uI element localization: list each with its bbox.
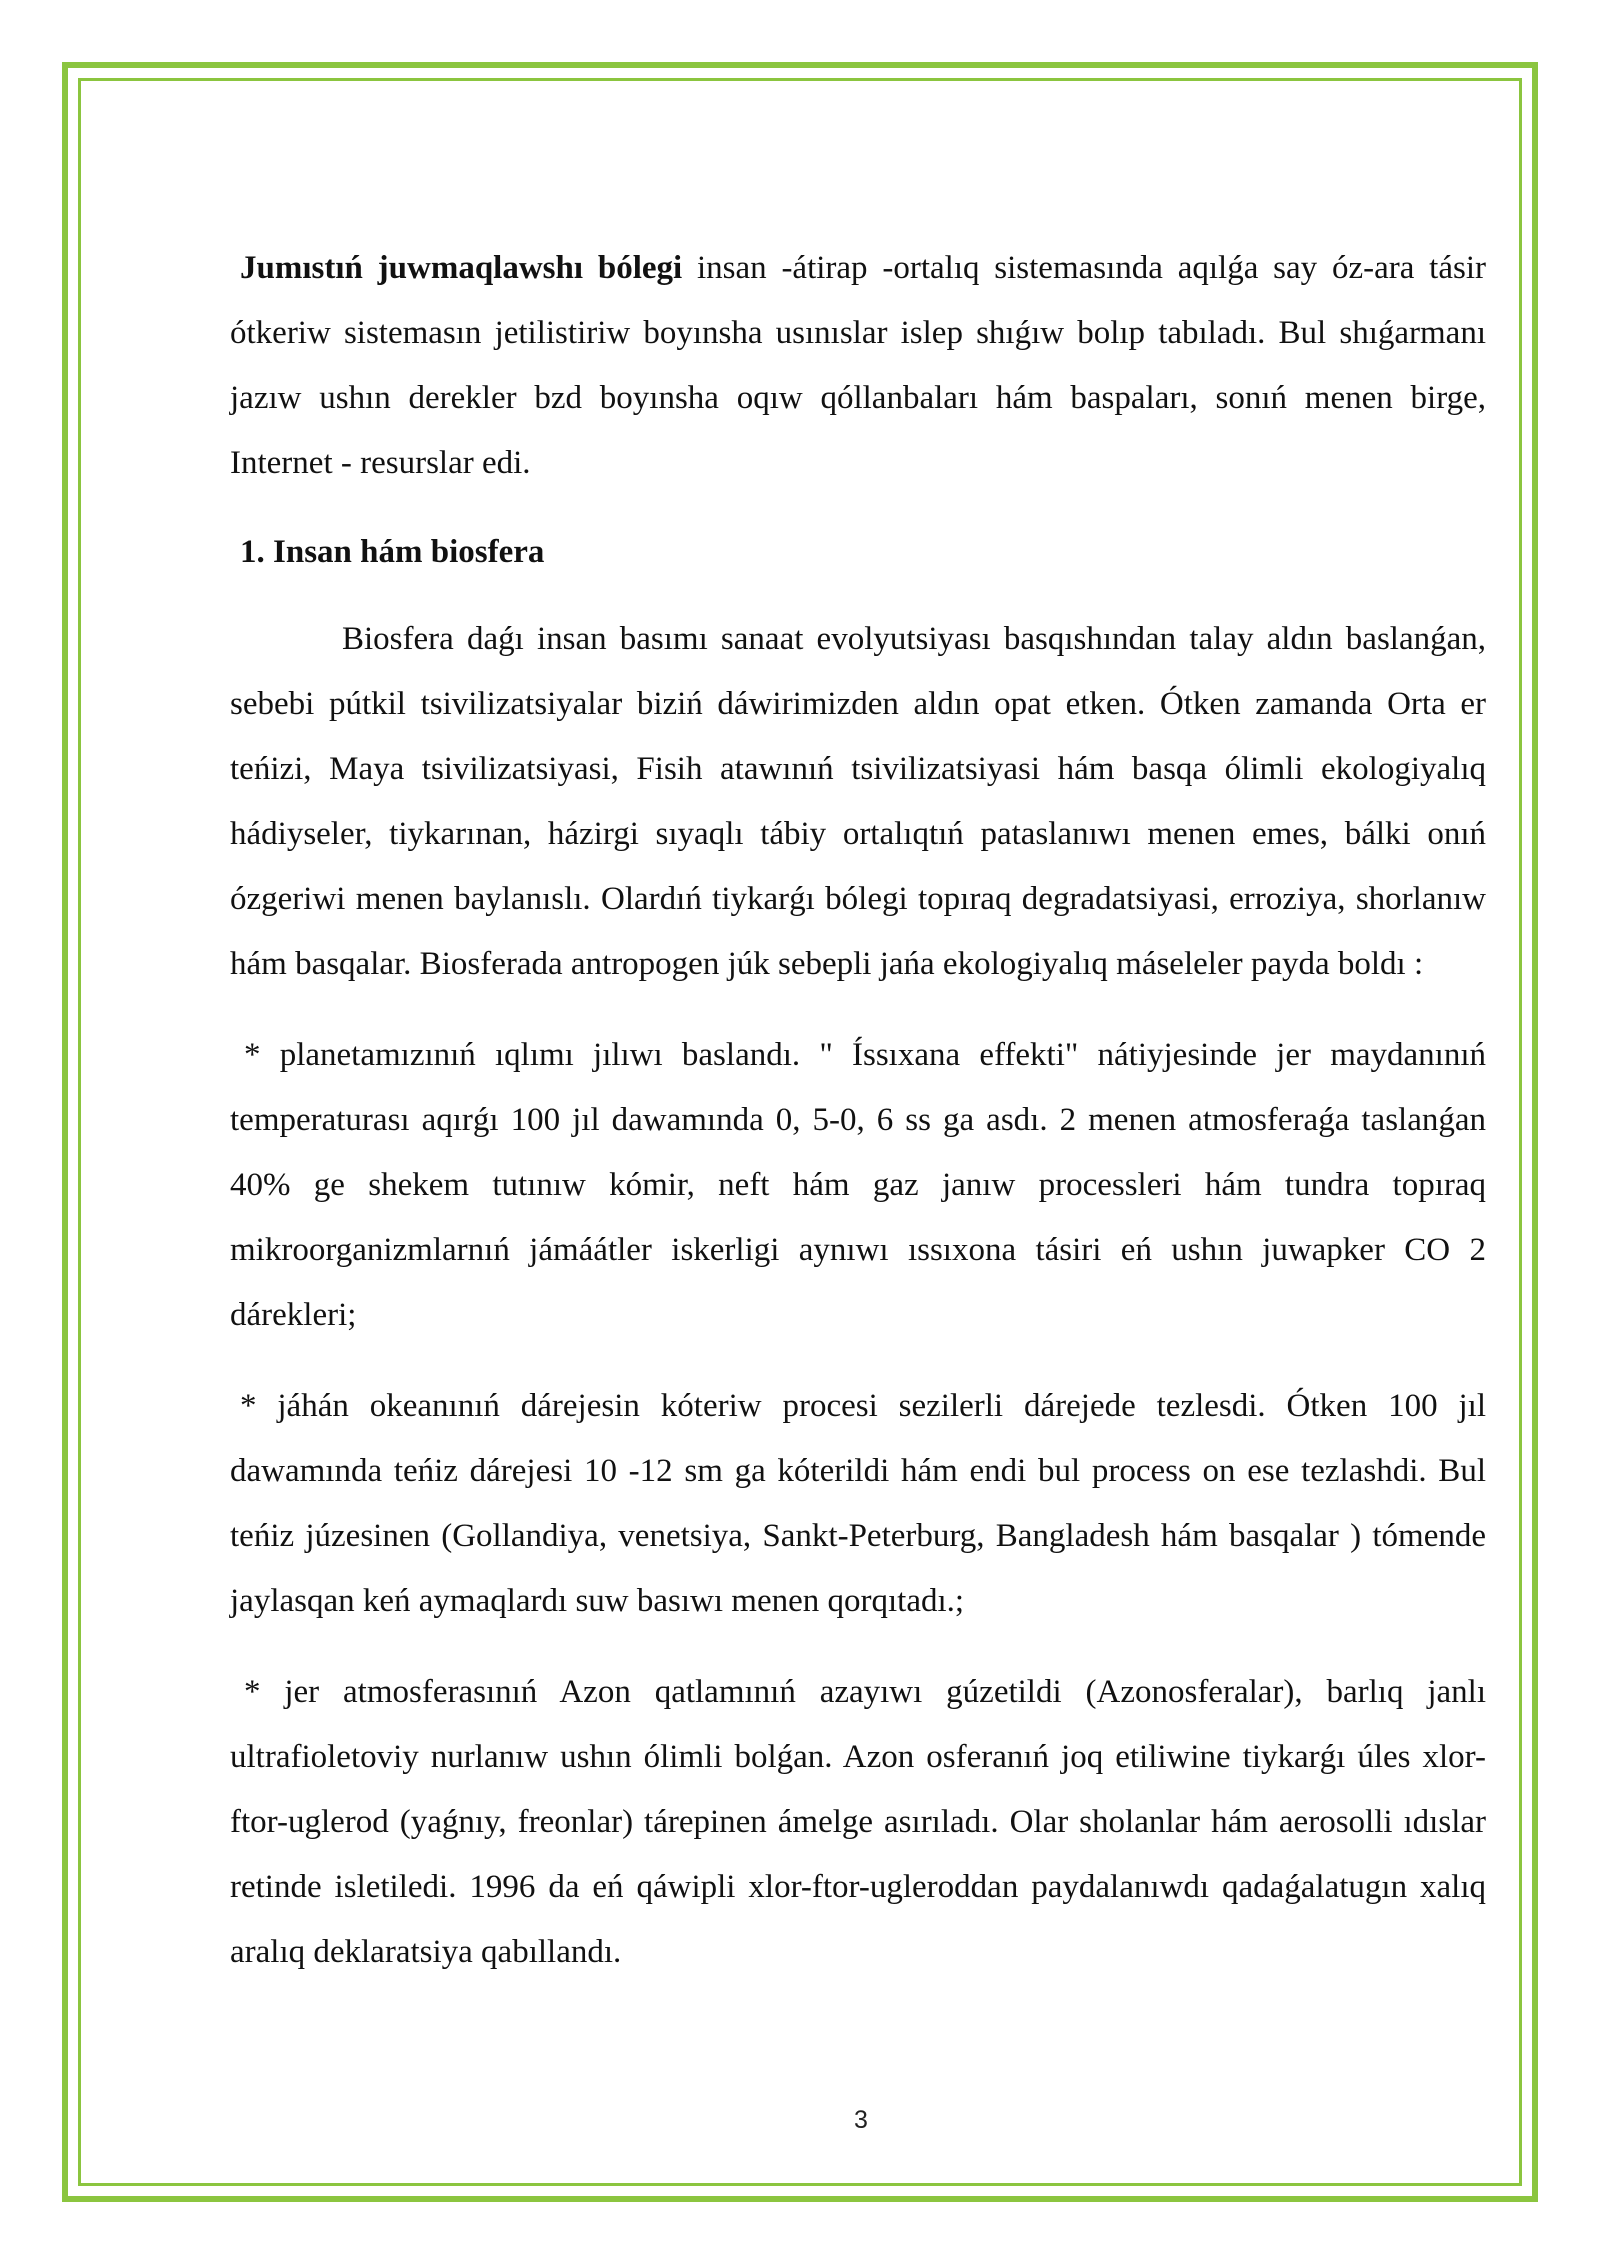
bullet-paragraph-ozone: * jer atmosferasınıń Azon qatlamınıń azayıwı gúzetildi (Azonosferalar), barlıq janlı ultrafioletoviy nurlanıw ushın ólimli bolǵan. Azon osferanıń joq etiliwine tiykarǵı úles xlor-ftor-uglerod (yaǵnıy, freonlar) tárepinen ámelge asırıladı. Olar sholanlar hám aerosolli ıdıslar retinde isletiledi. 1996 da eń qáwipli xlor-ftor-ugleroddan paydalanıwdı qadaǵalatugın xalıq aralıq deklaratsiya qabıllandı.: [230, 1674, 1486, 1970]
intro-paragraph: [230, 236, 1486, 496]
body-paragraph: Biosfera daǵı insan basımı sanaat evolyutsiyası basqıshından talay aldın baslanǵan, sebebi pútkil tsivilizatsiyalar biziń dáwirimizden aldın opat etken. Ótken zamanda Orta er teńizi, Maya tsivilizatsiyasi, Fisih atawınıń tsivilizatsiyasi hám basqa ólimli ekologiyalıq hádiyseler, tiykarınan, házirgi sıyaqlı tábiy ortalıqtıń pataslanıwı menen emes, bálki onıń ózgeriwi menen baylanıslı. Olardıń tiykarǵı bólegi topıraq degradatsiyasi, erroziya, shorlanıw hám basqalar. Biosferada antropogen júk sebepli jańa ekologiyalıq máseleler payda boldı :: [230, 621, 1486, 982]
page-number: 3: [854, 2106, 868, 2134]
bullet-paragraph-climate: * planetamızınıń ıqlımı jılıwı baslandı. " Íssıxana effekti" nátiyjesinde jer maydanınıń temperaturası aqırǵı 100 jıl dawamında 0, 5-0, 6 ss ga asdı. 2 menen atmosferaǵa taslanǵan 40% ge shekem tutınıw kómir, neft hám gaz janıw processleri hám tundra topıraq mikroorganizmlarnıń jámáátler iskerligi aynıwı ıssıxona tásiri eń ushın juwapker CO 2 dárekleri;: [230, 1037, 1486, 1333]
section-heading: 1. Insan hám biosfera: [240, 534, 545, 570]
page-content: [230, 236, 1486, 1985]
bullet-paragraph-ocean: * jáhán okeanınıń dárejesin kóteriw procesi sezilerli dárejede tezlesdi. Ótken 100 jıl dawamında teńiz dárejesi 10 -12 sm ga kóterildi hám endi bul process on ese tezlashdi. Bul teńiz júzesinen (Gollandiya, venetsiya, Sankt-Peterburg, Bangladesh hám basqalar ) tómende jaylasqan keń aymaqlardı suw basıwı menen qorqıtadı.;: [230, 1388, 1486, 1619]
intro-text: insan -átirap -ortalıq sistemasında aqılǵa say óz-ara tásir ótkeriw sistemasın jetilistiriw boyınsha usınıslar islep shıǵıw bolıp tabıladı. Bul shıǵarmanı jazıw ushın derekler bzd boyınsha oqıw qóllanbaları hám baspaları, sonıń menen birge, Internet - resurslar edi.: [230, 250, 1486, 481]
intro-bold-lead: Jumıstıń juwmaqlawshı bólegi: [240, 250, 683, 286]
